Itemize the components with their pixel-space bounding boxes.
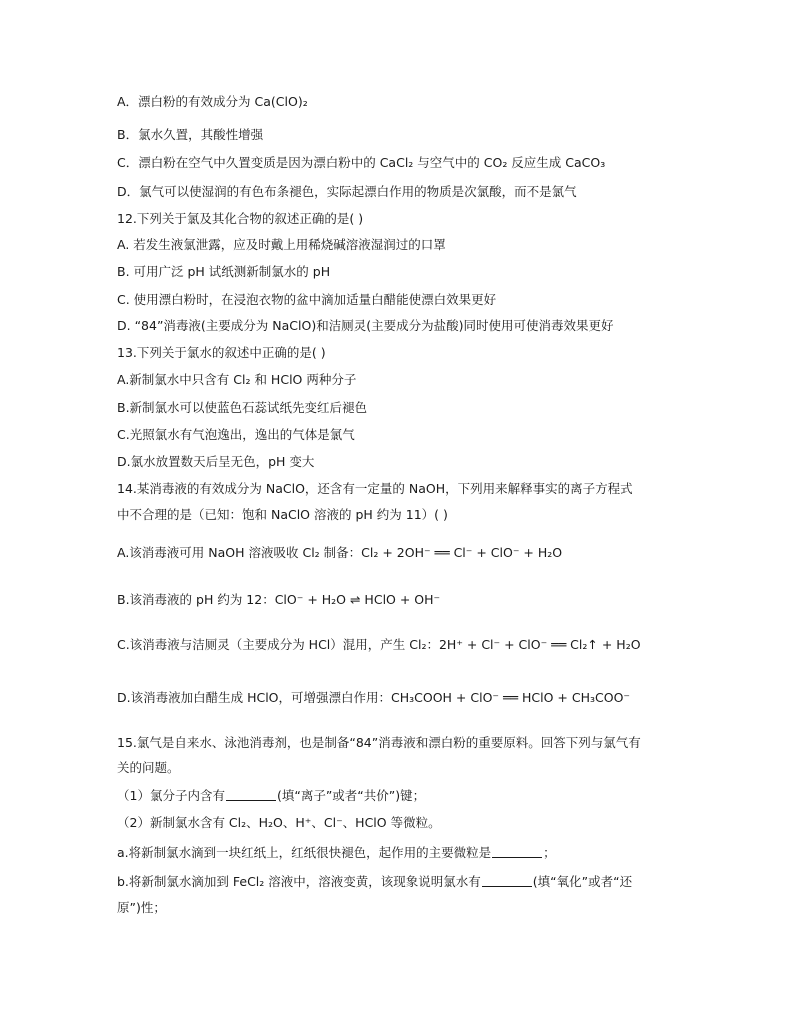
q14-stem-line2: 中不合理的是（已知：饱和 NaClO 溶液的 pH 约为 11）( ) — [117, 507, 448, 522]
q14-stem-line1: 14.某消毒液的有效成分为 NaClO，还含有一定量的 NaOH，下列用来解释事实的离子方程式 — [117, 481, 633, 496]
answer-blank-2 — [492, 846, 542, 858]
q15-part2-b-cont: 原”)性； — [117, 900, 166, 915]
q11-option-c: C．漂白粉在空气中久置变质是因为漂白粉中的 CaCl₂ 与空气中的 CO₂ 反应生成 CaCO₃ — [117, 155, 606, 170]
q12-option-b: B. 可用广泛 pH 试纸测新制氯水的 pH — [117, 264, 331, 279]
answer-blank-1 — [226, 789, 276, 801]
q12-option-d: D. “84”消毒液(主要成分为 NaClO)和洁厕灵(主要成分为盐酸)同时使用可使消毒效果更好 — [117, 318, 614, 333]
q11-option-d: D．氯气可以使湿润的有色布条褪色，实际起漂白作用的物质是次氯酸，而不是氯气 — [117, 184, 577, 199]
q13-option-a: A.新制氯水中只含有 Cl₂ 和 HClO 两种分子 — [117, 372, 357, 387]
q14-option-a: A.该消毒液可用 NaOH 溶液吸收 Cl₂ 制备：Cl₂ + 2OH⁻ ══ Cl⁻ + ClO⁻ + H₂O — [117, 545, 563, 560]
q13-stem: 13.下列关于氯水的叙述中正确的是( ) — [117, 345, 326, 360]
q14-option-b: B.该消毒液的 pH 约为 12：ClO⁻ + H₂O ⇌ HClO + OH⁻ — [117, 592, 441, 607]
q15-part2: （2）新制氯水含有 Cl₂、H₂O、H⁺、Cl⁻、HClO 等微粒。 — [117, 815, 441, 830]
q15-stem-line1: 15.氯气是自来水、泳池消毒剂，也是制备“84”消毒液和漂白粉的重要原料。回答下列与氯气有 — [117, 735, 641, 750]
q12-option-c: C. 使用漂白粉时，在浸泡衣物的盆中滴加适量白醋能使漂白效果更好 — [117, 292, 497, 307]
q14-option-d: D.该消毒液加白醋生成 HClO，可增强漂白作用：CH₃COOH + ClO⁻ ══ HClO + CH₃COO⁻ — [117, 690, 631, 705]
q15-part1: （1）氯分子内含有 (填“离子”或者“共价”)键； — [117, 788, 426, 803]
q14-option-c: C.该消毒液与洁厕灵（主要成分为 HCl）混用，产生 Cl₂：2H⁺ + Cl⁻ + ClO⁻ ══ Cl₂↑ + H₂O — [117, 637, 641, 652]
q15-part2-a: a.将新制氯水滴到一块红纸上，红纸很快褪色，起作用的主要微粒是 ； — [117, 845, 556, 860]
q11-option-b: B．氯水久置，其酸性增强 — [117, 127, 264, 142]
answer-blank-3 — [482, 875, 532, 887]
q12-stem: 12.下列关于氯及其化合物的叙述正确的是( ) — [117, 211, 364, 226]
q13-option-c: C.光照氯水有气泡逸出，逸出的气体是氯气 — [117, 427, 355, 442]
q13-option-b: B.新制氯水可以使蓝色石蕊试纸先变红后褪色 — [117, 400, 368, 415]
q12-option-a: A. 若发生液氯泄露，应及时戴上用稀烧碱溶液湿润过的口罩 — [117, 237, 446, 252]
q15-stem-line2: 关的问题。 — [117, 760, 180, 775]
q15-part2-b: b.将新制氯水滴加到 FeCl₂ 溶液中，溶液变黄，该现象说明氯水有 (填“氧化”或者“还 — [117, 874, 633, 889]
q11-option-a: A．漂白粉的有效成分为 Ca(ClO)₂ — [117, 94, 308, 109]
q13-option-d: D.氯水放置数天后呈无色，pH 变大 — [117, 454, 315, 469]
